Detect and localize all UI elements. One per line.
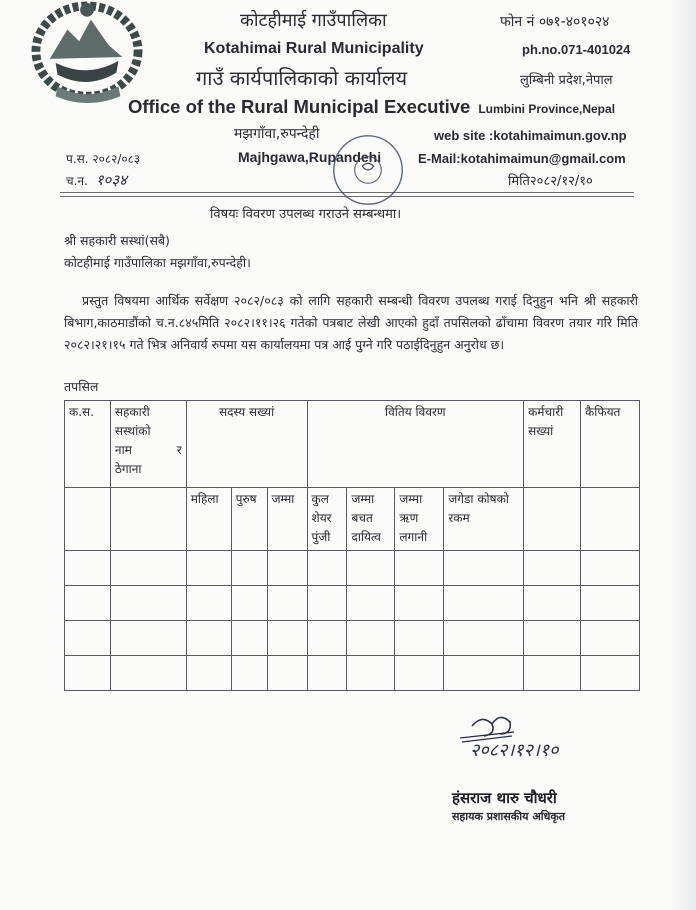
phone-nepali: फोन नं ०७१-४०१०२४ [500,14,610,30]
table-cell [231,586,267,621]
header-name-word: ठेगाना [114,462,142,476]
table-cell [186,586,231,621]
table-cell [186,656,231,691]
email: E-Mail:kotahimaimun@gmail.com [418,151,626,166]
table-cell [444,586,524,621]
table-cell [307,586,347,621]
table-cell [186,551,231,586]
table-cell [186,621,231,656]
table-cell [581,621,640,656]
table-cell [524,656,581,691]
subheader-share-capital: कुल शेयर पुंजी [307,488,347,551]
header-name-word: नाम [114,443,132,457]
table-cell [307,621,347,656]
letter-subject: विषयः विवरण उपलब्ध गराउने सम्बन्धमा। [210,207,402,222]
nepal-emblem-icon [28,0,146,108]
table-cell [231,656,267,691]
table-row [65,551,640,586]
header-staff-count: कर्मचारी सख्यां [524,401,581,488]
address-nepali: मझगाँवा,रुपन्देही [234,126,320,142]
table-cell [347,551,395,586]
table-cell [267,586,307,621]
table-row [65,621,640,656]
table-cell [307,656,347,691]
table-header-row [65,401,640,488]
subheader-empty-cell [65,488,111,551]
header-financial-details: वितिय विवरण [307,401,524,488]
subheader-female: महिला [186,488,231,551]
table-cell [524,551,581,586]
subheader-member-total: जम्मा [267,488,307,551]
dispatch-number-ref [66,170,127,190]
office-name-english-text: Office of the Rural Municipal Executive [128,96,471,117]
header-name-word: सस्थांको [114,424,151,438]
municipality-name-english: Kotahimai Rural Municipality [204,40,424,57]
table-row [65,656,640,691]
table-cell [307,551,347,586]
table-cell [524,621,581,656]
table-cell [444,621,524,656]
page-edge-shadow [670,0,696,910]
subheader-reserve-fund: जगेडा कोषको रकम [444,488,524,551]
province-nepali: लुम्बिनी प्रदेश,नेपाल [520,73,613,88]
header-cooperative-name-address [110,401,186,488]
address-english: Majhgawa,Rupandehi [238,149,382,165]
table-cell [110,551,186,586]
subheader-male: पुरुष [231,488,267,551]
subheader-empty-cell [110,488,186,551]
header-name-word: सहकारी [114,405,150,419]
table-cell [347,621,395,656]
signatory-title: सहायक प्रशासकीय अधिकृत [452,810,566,823]
table-cell [267,551,307,586]
subheader-loan-investment: जम्मा ऋण लगानी [395,488,444,551]
dispatch-number-value: १०३४ [95,171,127,189]
cooperative-details-table [64,400,640,691]
table-cell [444,656,524,691]
table-cell [444,551,524,586]
letter-body [64,290,638,356]
signature-date: २०८२।१२।१० [470,740,559,761]
table-blank-rows [65,551,640,691]
table-cell [65,656,111,691]
table-row [65,586,640,621]
table-cell [231,621,267,656]
header-remarks: कैफियत [581,401,640,488]
table-cell [231,551,267,586]
table-cell [267,656,307,691]
table-subheader-row [65,488,640,551]
website: web site :kotahimaimun.gov.np [434,128,627,143]
table-cell [110,586,186,621]
header-name-word-row [115,441,182,460]
province-english: Lumbini Province,Nepal [478,102,616,116]
office-name-nepali: गाउँ कार्यपालिकाको कार्यालय [196,66,408,90]
table-cell [395,586,444,621]
fiscal-year-value: २०८२/०८३ [92,152,141,166]
municipality-name-nepali: कोटहीमाई गाउँपालिका [240,10,387,31]
table-cell [395,551,444,586]
subheader-empty-cell [524,488,581,551]
schedule-label: तपसिल [64,379,99,394]
table-cell [395,656,444,691]
table-cell [524,586,581,621]
recipient-line-2: कोटहीमाई गाउँपालिका मझगाँवा,रुपन्देही। [64,255,251,270]
header-name-word: र [176,443,182,457]
table-cell [347,656,395,691]
fiscal-year-label: प.स. [66,152,89,166]
subheader-savings-liability: जम्मा बचत दायित्व [347,488,395,551]
signatory-name: हंसराज थारु चौधरी [452,789,557,807]
letter-body-text: प्रस्तुत विषयमा आर्थिक सर्वेक्षण २०८२/०८३ को लागि सहकारी सम्बन्धी विवरण उपलब्ध गराई दिनुहुन भनि श्री सहकारी बिभाग,काठमाडौंको च.न.८४५मिति २०८२।११।२६ गतेको पत्रबाट लेखी आएको हुदाँ तपसिलको ढाँचामा विवरण तयार गरि मिति २०८२।२१।१५ गते भित्र अनिवार्य रुपमा यस कार्यालयमा पत्र आई पुग्ने गरि पठाईदिनुहुन अनुरोध छ। [64,293,638,352]
dispatch-number-label: च.न. [66,174,88,188]
table-cell [65,621,111,656]
letter-date: मिति२०८२/१२/१० [508,174,593,189]
table-cell [581,551,640,586]
table-cell [267,621,307,656]
table-cell [110,621,186,656]
table-cell [347,586,395,621]
office-name-english [128,96,615,118]
table-cell [110,656,186,691]
table-cell [65,586,111,621]
table-cell [581,656,640,691]
table-cell [581,586,640,621]
table-cell [395,621,444,656]
office-stamp-icon [330,132,406,208]
phone-english: ph.no.071-401024 [522,42,631,57]
fiscal-year-ref [66,150,140,167]
subheader-empty-cell [581,488,640,551]
table-cell [65,551,111,586]
header-member-count: सदस्य सख्यां [186,401,307,488]
header-serial-number: क.स. [65,401,111,488]
recipient-line-1: श्री सहकारी सस्थां(सबै) [64,233,170,248]
